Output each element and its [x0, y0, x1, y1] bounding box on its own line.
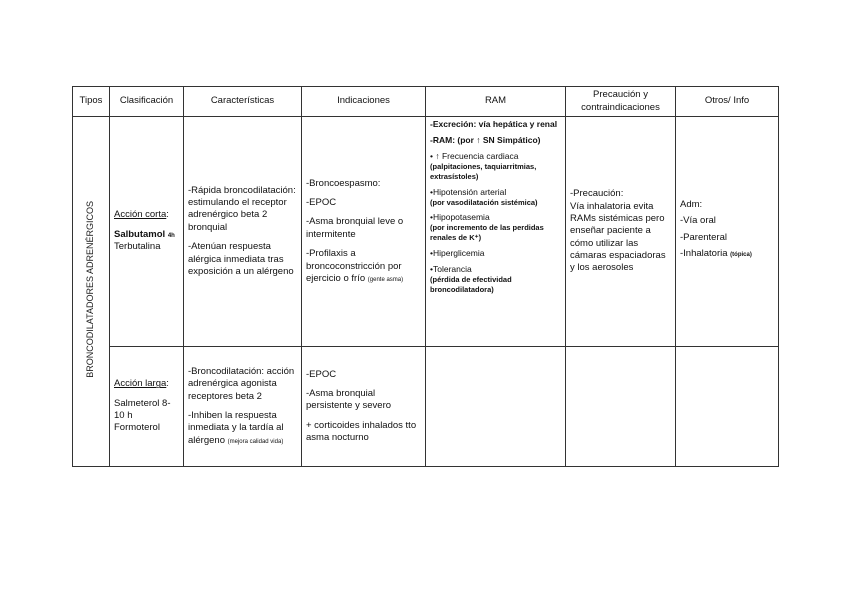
- tipo-label: BRONCODILATADORES ADRENÉRGICOS: [85, 200, 96, 378]
- indicacion-1: -Broncoespasmo:: [306, 177, 381, 189]
- drug-terbutalina: Terbutalina: [114, 241, 161, 253]
- tipo-cell: [73, 117, 110, 467]
- ram-hipopotasemia-detail: (por incremento de las perdidas renales de K⁺): [430, 223, 544, 243]
- indicacion-3: -Asma bronquial leve o intermitente: [306, 216, 404, 240]
- drug-salmeterol: Salmeterol 8-10 h: [114, 397, 171, 421]
- clasificacion-larga: [110, 347, 184, 467]
- table-row-accion-corta: [73, 117, 779, 347]
- caracteristica-larga-1: -Broncodilatación: acción adrenérgica agonista receptores beta 2: [188, 365, 295, 402]
- drug-table: [72, 86, 779, 467]
- indicaciones-corta: [302, 117, 426, 347]
- precaucion-text: Vía inhalatoria evita RAMs sistémicas pero enseñar paciente a cómo utilizar las cámaras espaciadoras y los aerosoles: [570, 200, 666, 274]
- ram-frecuencia-detail: (palpitaciones, taquiarritmias, extrasístoles): [430, 162, 537, 181]
- otros-corta: [676, 117, 779, 347]
- indicacion-4-note: (gente asma): [367, 276, 404, 283]
- header-otros: Otros/ Info: [676, 87, 779, 117]
- table-row-accion-larga: [73, 347, 779, 467]
- precaucion-title: -Precaución:: [570, 188, 624, 200]
- indicacion-larga-3: + corticoides inhalados tto asma nocturno: [306, 419, 417, 444]
- caracteristicas-corta: [184, 117, 302, 347]
- precaucion-corta: [566, 117, 676, 347]
- ram-hipotension: •Hipotensión arterial: [430, 186, 507, 197]
- indicacion-larga-1: -EPOC: [306, 368, 337, 380]
- indicacion-larga-2: -Asma bronquial persistente y severo: [306, 387, 392, 412]
- header-indicaciones: Indicaciones: [302, 87, 426, 117]
- adm-parenteral: -Parenteral: [680, 231, 727, 243]
- header-caracteristicas: Características: [184, 87, 302, 117]
- header-precaucion: Precaución y contraindicaciones: [566, 87, 676, 117]
- clasificacion-corta: [110, 117, 184, 347]
- ram-corta: [426, 117, 566, 347]
- ram-tolerancia-detail: (pérdida de efectividad broncodilatadora): [430, 275, 512, 294]
- indicaciones-larga: [302, 347, 426, 467]
- adm-inhalatoria-note: (tópica): [730, 251, 752, 258]
- indicacion-4: -Profilaxis a broncoconstricción por ejercicio o frío: [306, 248, 402, 284]
- accion-larga-label: Acción larga: [114, 378, 167, 390]
- ram-hipopotasemia: •Hipopotasemia: [430, 212, 490, 223]
- precaucion-larga: [566, 347, 676, 467]
- header-ram: RAM: [426, 87, 566, 117]
- accion-corta-label: Acción corta: [114, 209, 167, 221]
- header-tipos: Tipos: [73, 87, 110, 117]
- caracteristica-larga-2-note: (mejora calidad vida): [227, 438, 284, 445]
- ram-tolerancia: •Tolerancia: [430, 264, 472, 275]
- colon: :: [166, 378, 169, 390]
- indicacion-2: -EPOC: [306, 197, 337, 209]
- ram-hiperglicemia: •Hiperglicemia: [430, 247, 485, 258]
- adm-title: Adm:: [680, 198, 703, 210]
- drug-duration: 4h: [167, 232, 175, 239]
- adm-inhalatoria: -Inhalatoria: [680, 247, 728, 259]
- ram-excrecion: -Excreción: vía hepática y renal: [430, 119, 558, 129]
- header-row: [73, 87, 779, 117]
- ram-larga: [426, 347, 566, 467]
- ram-frecuencia: • ↑ Frecuencia cardiaca: [430, 151, 519, 162]
- caracteristica-2: -Atenúan respuesta alérgica inmediata tras exposición a un alérgeno: [188, 241, 294, 277]
- caracteristica-1: -Rápida broncodilatación: estimulando el receptor adrenérgico beta 2 bronquial: [188, 184, 296, 233]
- header-clasificacion: Clasificación: [110, 87, 184, 117]
- ram-title: -RAM: (por ↑ SN Simpático): [430, 135, 541, 146]
- caracteristica-larga-2: -Inhiben la respuesta inmediata y la tardía al alérgeno: [188, 410, 284, 446]
- caracteristicas-larga: [184, 347, 302, 467]
- adm-via-oral: -Vía oral: [680, 215, 716, 227]
- otros-larga: [676, 347, 779, 467]
- colon: :: [166, 209, 169, 221]
- drug-formoterol: Formoterol: [114, 422, 160, 434]
- ram-hipotension-detail: (por vasodilatación sistémica): [430, 197, 538, 207]
- drug-salbutamol: Salbutamol: [114, 228, 166, 240]
